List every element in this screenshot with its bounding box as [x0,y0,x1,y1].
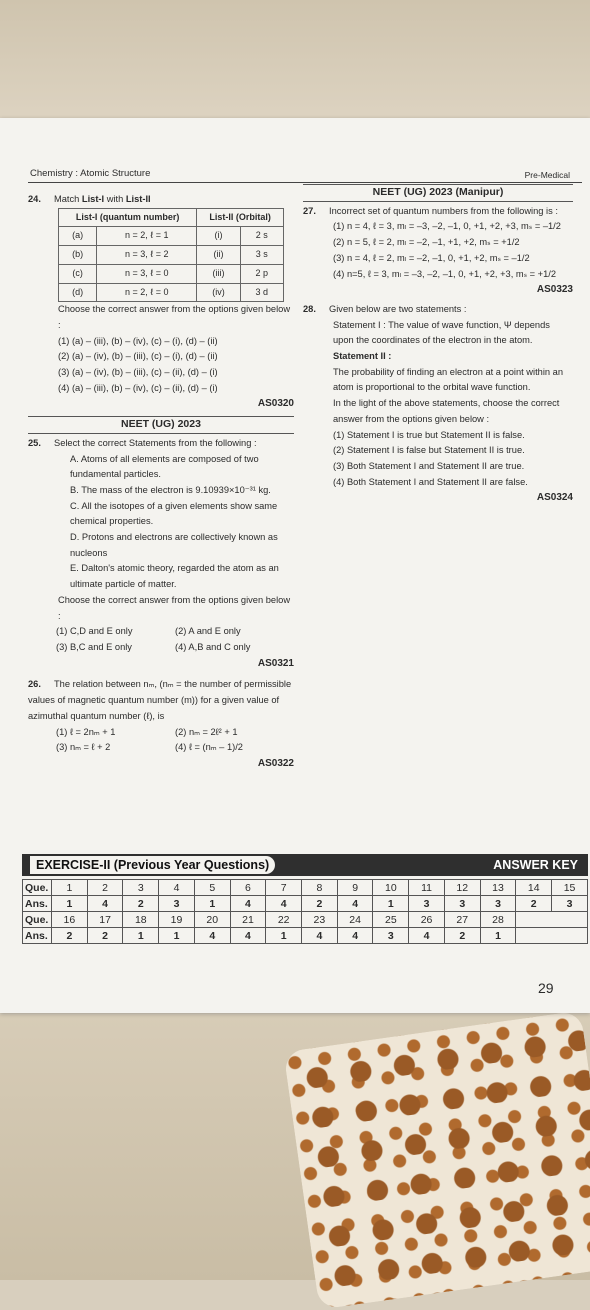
cell: 3 [480,896,516,912]
cell: 2 [444,928,480,944]
q25-options-row-2 [28,640,294,656]
cell: 4 [337,896,373,912]
q28-code: AS0324 [536,492,573,504]
cell: 12 [444,880,480,896]
cell: (ii) [197,246,240,265]
cell: 4 [87,896,123,912]
q25-statement-a: A. Atoms of all elements are composed of two fundamental particles. [70,453,259,480]
page-header-subject: Chemistry : Atomic Structure [30,168,151,179]
q25-statement-d: D. Protons and electrons are collectively known as nucleons [70,532,278,558]
q25-statement-c: C. All the isotopes of a given elements show same chemical properties. [70,500,278,527]
fabric-cloth [283,1010,590,1309]
q26-code: AS0322 [257,757,294,769]
q26-stem: The relation between nₘ, (nₘ = the number of permissible values of magnetic quantum number (m)) for a given value of azimuthal quantum number (ℓ), is [28,679,292,721]
cell: 26 [409,912,445,928]
cell: 3 s [240,246,283,265]
cell: 3 [409,896,445,912]
cell: 16 [52,912,88,928]
q26-options-row-2 [28,740,294,756]
q24-option-2[interactable]: (2) (a) – (iv), (b) – (iii), (c) – (i), (d) – (ii) [58,351,218,362]
cell: 19 [159,912,195,928]
que-label: Que. [23,912,52,928]
cell: (b) [59,246,97,265]
q25-stem: Select the correct Statements from the following : [54,437,257,448]
cell: 28 [480,912,516,928]
list-2-name: List-II [125,194,151,204]
cell: 2 [87,928,123,944]
q26-options-row-1 [28,725,294,741]
answer-key-answer-row-1 [23,896,588,912]
cell: n = 2, ℓ = 0 [97,283,197,302]
cell: (iv) [197,283,240,302]
q28-option-1[interactable]: (1) Statement I is true but Statement II is false. [333,429,525,440]
answer-key-title: ANSWER KEY [493,858,578,872]
question-number: 25. [28,437,41,448]
background-top [0,0,590,120]
cell: 8 [302,880,338,896]
cell: 3 [373,928,409,944]
cell: 9 [337,880,373,896]
q25-code: AS0321 [257,657,294,669]
q27-stem: Incorrect set of quantum numbers from the following is : [329,205,558,216]
cell: n = 3, ℓ = 2 [97,246,197,265]
cell: 4 [230,928,266,944]
q28-option-2[interactable]: (2) Statement I is false but Statement II is true. [333,445,525,456]
cell: (iii) [197,264,240,283]
cell: 4 [230,896,266,912]
match-col-2-header: List-II (Orbital) [197,208,284,227]
cell: 1 [373,896,409,912]
cell: 15 [552,880,588,896]
cell: 2 [516,896,552,912]
question-number: 28. [303,303,316,314]
cell: 18 [123,912,159,928]
book-page [0,118,590,1013]
cell: 1 [123,928,159,944]
q27-option-4[interactable]: (4) n=5, ℓ = 3, mₗ = –3, –2, –1, 0, +1, +2, +3, mₛ = +1/2 [333,268,557,279]
left-column [28,192,294,772]
cell: n = 3, ℓ = 0 [97,264,197,283]
q27-option-3[interactable]: (3) n = 4, ℓ = 2, mₗ = –2, –1, 0, +1, +2, mₛ = –1/2 [333,252,530,263]
cell: 7 [266,880,302,896]
q28-statement-2-label: Statement II : [333,351,392,362]
page-number: 29 [538,980,554,996]
q28-stem: Given below are two statements : [329,303,467,314]
q24-code: AS0320 [257,398,294,410]
cell: 5 [194,880,230,896]
right-column [303,184,573,506]
cell: 4 [194,928,230,944]
question-24-prompt-middle: with [104,194,126,204]
cell: 3 [552,896,588,912]
cell: 2 [87,880,123,896]
cell: 2 [52,928,88,944]
exercise-title: EXERCISE-II (Previous Year Questions) [30,856,275,874]
q25-option-1[interactable]: (1) C,D and E only [56,626,133,637]
cell: 1 [52,880,88,896]
cell: 14 [516,880,552,896]
table-row [59,227,284,246]
answer-key-question-row-2 [23,912,588,928]
empty-cell [516,928,588,944]
cell: 4 [409,928,445,944]
cell: 27 [444,912,480,928]
question-28 [303,302,573,318]
question-number: 26. [28,679,41,690]
q26-option-4[interactable]: (4) ℓ = (nₘ – 1)/2 [175,742,243,753]
match-col-1-header: List-I (quantum number) [59,208,197,227]
ans-label: Ans. [23,928,52,944]
cell: 4 [159,880,195,896]
q25-statement-b: B. The mass of the electron is 9.10939×10⁻³¹ kg. [70,484,271,495]
que-label: Que. [23,880,52,896]
cell: 21 [230,912,266,928]
cell: 2 [302,896,338,912]
cell: 20 [194,912,230,928]
cell: 2 [123,896,159,912]
cell: 24 [337,912,373,928]
empty-cell [516,912,588,928]
q26-option-2[interactable]: (2) nₘ = 2ℓ² + 1 [175,726,238,737]
cell: 2 s [240,227,283,246]
q28-statement-2: The probability of finding an electron at a point within an atom is proportional to the orbital wave function. [333,366,563,393]
exam-tag: NEET (UG) 2023 [28,416,294,434]
cell: 4 [266,896,302,912]
cell: 13 [480,880,516,896]
answer-key-banner [22,854,588,876]
cell: 4 [302,928,338,944]
match-table-header [59,208,284,227]
cell: 22 [266,912,302,928]
cell: 3 d [240,283,283,302]
q28-choose: In the light of the above statements, choose the correct answer from the options given below : [333,398,560,424]
question-27 [303,204,573,220]
cell: n = 2, ℓ = 1 [97,227,197,246]
q25-option-4[interactable]: (4) A,B and C only [175,641,251,652]
cell: 17 [87,912,123,928]
answer-key-question-row-1 [23,880,588,896]
cell: 3 [159,896,195,912]
cell: 23 [302,912,338,928]
q25-option-3[interactable]: (3) B,C and E only [56,641,132,652]
q24-option-1[interactable]: (1) (a) – (iii), (b) – (iv), (c) – (i), (d) – (ii) [58,335,218,346]
page-header-level: Pre-Medical [524,170,570,180]
question-number: 27. [303,205,316,216]
cell: 4 [337,928,373,944]
q24-choose: Choose the correct answer from the options given below : [58,304,291,330]
q28-statement-1: Statement I : The value of wave function, Ψ depends upon the coordinates of the electron in the atom. [333,319,550,346]
cell: 25 [373,912,409,928]
answer-key-answer-row-2 [23,928,588,944]
q28-option-3[interactable]: (3) Both Statement I and Statement II are true. [333,460,525,471]
q25-option-2[interactable]: (2) A and E only [175,626,241,637]
cell: 1 [159,928,195,944]
cell: 1 [194,896,230,912]
table-row [59,264,284,283]
question-26 [28,677,294,724]
q25-choose: Choose the correct answer from the options given below : [58,594,291,621]
answer-key-section [22,854,588,944]
q25-statement-e: E. Dalton's atomic theory, regarded the atom as an ultimate particle of matter. [70,563,279,590]
question-number: 24. [28,194,41,204]
cell: 2 p [240,264,283,283]
cell: 11 [409,880,445,896]
cell: 10 [373,880,409,896]
cell: 1 [52,896,88,912]
q25-options-row-1 [28,624,294,640]
question-24-prompt-start: Match [54,194,82,204]
match-table [58,208,284,303]
question-25 [28,436,294,452]
cell: (i) [197,227,240,246]
ans-label: Ans. [23,896,52,912]
q24-option-3[interactable]: (3) (a) – (iv), (b) – (iii), (c) – (ii), (d) – (i) [58,367,218,378]
cell: 1 [266,928,302,944]
cell: (a) [59,227,97,246]
q28-option-4[interactable]: (4) Both Statement I and Statement II are false. [333,476,528,487]
cell: 6 [230,880,266,896]
answer-key-table [22,879,588,944]
cell: 3 [123,880,159,896]
header-rule [28,182,582,183]
question-24 [28,192,294,208]
q26-option-1[interactable]: (1) ℓ = 2nₘ + 1 [56,726,116,737]
q24-option-4[interactable]: (4) (a) – (iii), (b) – (iv), (c) – (ii), (d) – (i) [58,382,218,393]
cell: (c) [59,264,97,283]
exam-tag-manipur: NEET (UG) 2023 (Manipur) [303,184,573,202]
cell: 3 [444,896,480,912]
q27-code: AS0323 [536,284,573,296]
table-row [59,283,284,302]
q27-option-1[interactable]: (1) n = 4, ℓ = 3, mₗ = –3, –2, –1, 0, +1, +2, +3, mₛ = –1/2 [333,221,561,232]
list-1-name: List-I [81,194,105,204]
q27-option-2[interactable]: (2) n = 5, ℓ = 2, mₗ = –2, –1, +1, +2, mₛ = +1/2 [333,237,520,248]
q26-option-3[interactable]: (3) nₘ = ℓ + 2 [56,742,111,753]
cell: 1 [480,928,516,944]
cell: (d) [59,283,97,302]
table-row [59,246,284,265]
